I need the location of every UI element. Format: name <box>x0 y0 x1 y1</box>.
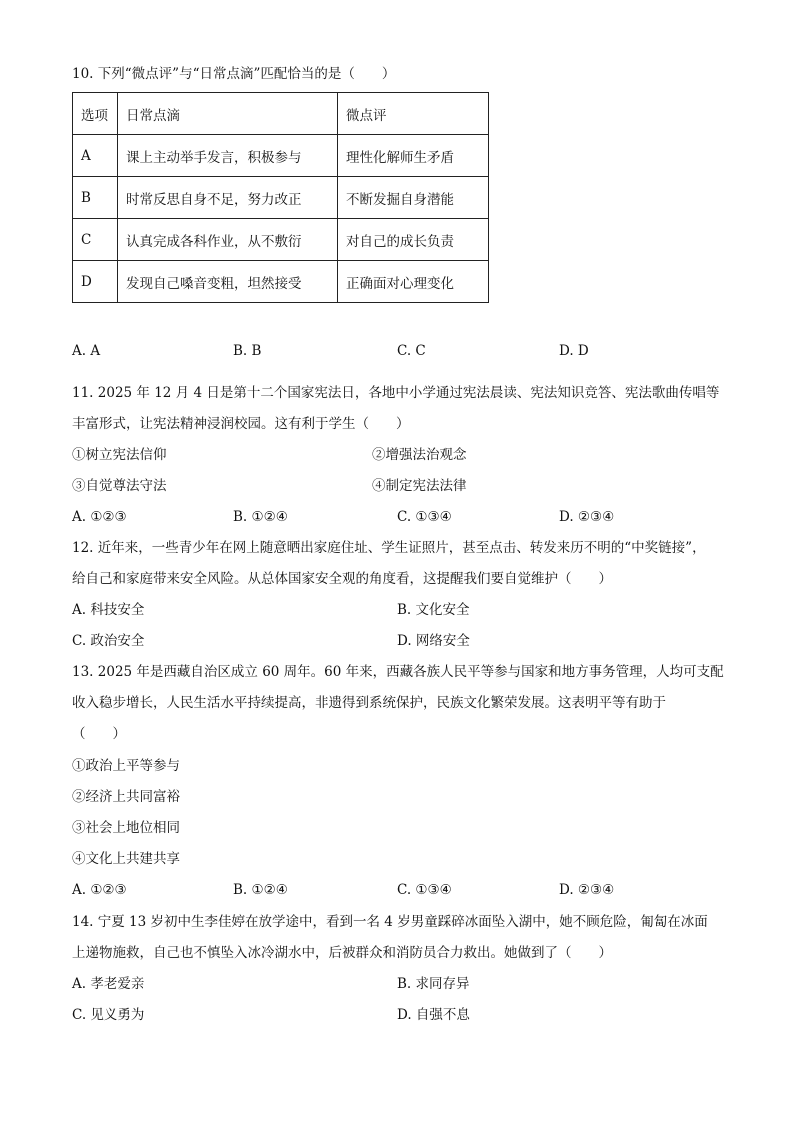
q10-option-a: A. A <box>72 343 101 359</box>
q13-stem-line2: 收入稳步增长，人民生活水平持续提高，非遗得到系统保护，民族文化繁荣发展。这表明平等有助于 <box>72 695 666 711</box>
q11-option-c: C. ①③④ <box>397 509 452 525</box>
q13-stem-line1: 13. 2025 年是西藏自治区成立 60 周年。60 年来，西藏各族人民平等参与国家和地方事务管理，人均可支配 <box>72 664 724 680</box>
q11-option-d: D. ②③④ <box>559 509 615 525</box>
table-cell: 理性化解师生矛盾 <box>338 135 489 177</box>
q10-option-c: C. C <box>397 343 426 359</box>
q10-option-d: D. D <box>559 343 589 359</box>
q13-item-2: ②经济上共同富裕 <box>72 789 180 805</box>
q12-option-c: C. 政治安全 <box>72 633 145 649</box>
table-header-row <box>73 93 489 135</box>
table-cell: 课上主动举手发言，积极参与 <box>118 135 338 177</box>
q14-option-c: C. 见义勇为 <box>72 1007 145 1023</box>
q14-option-a: A. 孝老爱亲 <box>72 976 145 992</box>
table-cell: 时常反思自身不足，努力改正 <box>118 177 338 219</box>
q11-option-a: A. ①②③ <box>72 509 127 525</box>
table-header-cell: 选项 <box>73 93 118 135</box>
q12-stem-line1: 12. 近年来，一些青少年在网上随意晒出家庭住址、学生证照片，甚至点击、转发来历不明的“中奖链接”， <box>72 540 706 556</box>
q13-item-3: ③社会上地位相同 <box>72 820 180 836</box>
table-row <box>73 219 489 261</box>
table-row <box>73 261 489 303</box>
q11-item-3: ③自觉尊法守法 <box>72 478 167 494</box>
q14-stem-line1: 14. 宁夏 13 岁初中生李佳婷在放学途中，看到一名 4 岁男童踩碎冰面坠入湖中，她不顾危险，匍匐在冰面 <box>72 914 708 930</box>
table-row <box>73 135 489 177</box>
q11-item-2: ②增强法治观念 <box>372 447 467 463</box>
q13-item-1: ①政治上平等参与 <box>72 758 180 774</box>
q10-option-b: B. B <box>233 343 262 359</box>
table-cell: 对自己的成长负责 <box>338 219 489 261</box>
q13-stem-line3: （ ） <box>72 726 126 742</box>
q14-stem-line2: 上递物施救，自己也不慎坠入冰冷湖水中，后被群众和消防员合力救出。她做到了（ ） <box>72 945 612 961</box>
table-cell: 正确面对心理变化 <box>338 261 489 303</box>
table-header-cell: 日常点滴 <box>118 93 338 135</box>
q14-option-d: D. 自强不息 <box>397 1007 470 1023</box>
table-row <box>73 177 489 219</box>
q14-option-b: B. 求同存异 <box>397 976 470 992</box>
q13-option-a: A. ①②③ <box>72 882 127 898</box>
table-cell: B <box>73 177 118 219</box>
table-cell: A <box>73 135 118 177</box>
q12-option-b: B. 文化安全 <box>397 602 470 618</box>
q13-option-d: D. ②③④ <box>559 882 615 898</box>
q11-stem-line1: 11. 2025 年 12 月 4 日是第十二个国家宪法日，各地中小学通过宪法晨读、宪法知识竞答、宪法歌曲传唱等 <box>72 385 720 401</box>
q12-option-d: D. 网络安全 <box>397 633 470 649</box>
q10-stem: 10. 下列“微点评”与“日常点滴”匹配恰当的是（ ） <box>72 66 396 82</box>
q12-option-a: A. 科技安全 <box>72 602 145 618</box>
q13-item-4: ④文化上共建共享 <box>72 851 180 867</box>
table-cell: 认真完成各科作业，从不敷衍 <box>118 219 338 261</box>
q11-item-4: ④制定宪法法律 <box>372 478 467 494</box>
table-cell: 不断发掘自身潜能 <box>338 177 489 219</box>
table-cell: C <box>73 219 118 261</box>
table-cell: 发现自己嗓音变粗，坦然接受 <box>118 261 338 303</box>
table-header-cell: 微点评 <box>338 93 489 135</box>
q13-option-c: C. ①③④ <box>397 882 452 898</box>
q13-option-b: B. ①②④ <box>233 882 288 898</box>
q10-table <box>72 92 489 303</box>
q11-item-1: ①树立宪法信仰 <box>72 447 167 463</box>
q11-stem-line2: 丰富形式，让宪法精神浸润校园。这有利于学生（ ） <box>72 416 410 432</box>
table-cell: D <box>73 261 118 303</box>
q12-stem-line2: 给自己和家庭带来安全风险。从总体国家安全观的角度看，这提醒我们要自觉维护（ ） <box>72 571 612 587</box>
q11-option-b: B. ①②④ <box>233 509 288 525</box>
